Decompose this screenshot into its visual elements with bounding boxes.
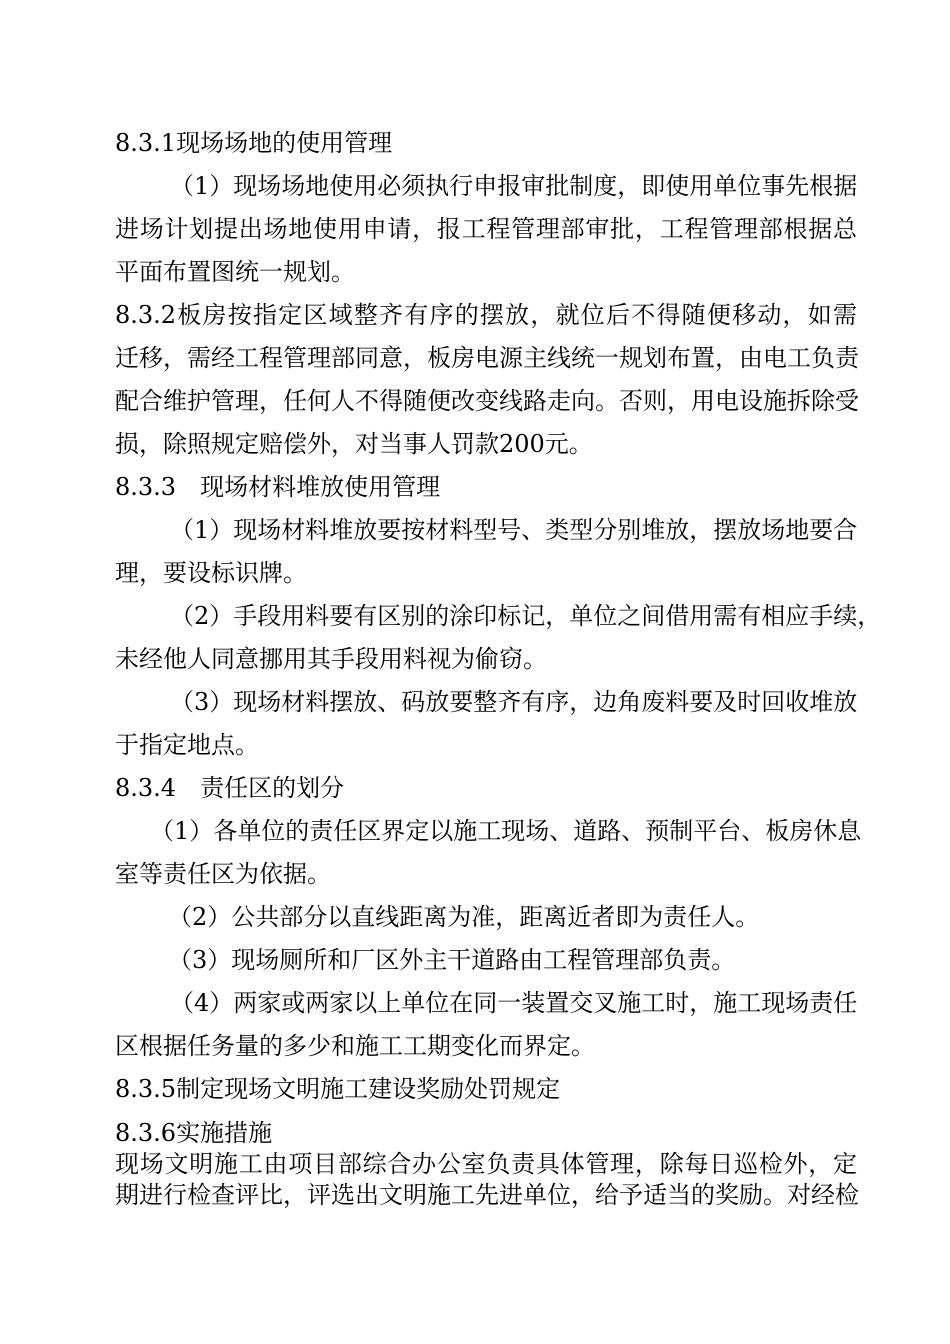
paragraph-line: （2）公共部分以直线距离为准，距离近者即为责任人。 bbox=[168, 903, 760, 931]
paragraph-line: （4）两家或两家以上单位在同一装置交叉施工时，施工现场责任 bbox=[170, 989, 858, 1017]
heading-8-3-4: 8.3.4 责任区的划分 bbox=[115, 774, 345, 802]
paragraph-line: 于指定地点。 bbox=[115, 731, 259, 759]
paragraph-line: 期进行检查评比，评选出文明施工先进单位，给予适当的奖励。对经检 bbox=[115, 1181, 859, 1209]
paragraph-line: 区根据任务量的多少和施工工期变化而界定。 bbox=[115, 1032, 595, 1060]
heading-8-3-1: 8.3.1现场场地的使用管理 bbox=[115, 129, 393, 157]
paragraph-line: （1）现场场地使用必须执行申报审批制度，即使用单位事先根据 bbox=[170, 172, 858, 200]
paragraph-line: 室等责任区为依据。 bbox=[115, 860, 331, 888]
paragraph-line: 现场文明施工由项目部综合办公室负责具体管理，除每日巡检外，定 bbox=[115, 1150, 857, 1178]
paragraph-line: 进场计划提出场地使用申请，报工程管理部审批，工程管理部根据总 bbox=[115, 215, 857, 243]
paragraph-line: 平面布置图统一规划。 bbox=[115, 258, 355, 286]
paragraph-line: 配合维护管理，任何人不得随便改变线路走向。否则，用电设施拆除受 bbox=[115, 387, 859, 415]
heading-8-3-5: 8.3.5制定现场文明施工建设奖励处罚规定 bbox=[115, 1075, 561, 1103]
paragraph-line: 迁移，需经工程管理部同意，板房电源主线统一规划布置，由电工负责 bbox=[115, 344, 859, 372]
paragraph-line: 理，要设标识牌。 bbox=[115, 559, 307, 587]
heading-8-3-3: 8.3.3 现场材料堆放使用管理 bbox=[115, 473, 441, 501]
paragraph-line: （1）各单位的责任区界定以施工现场、道路、预制平台、板房休息 bbox=[150, 817, 862, 845]
paragraph-line: 损，除照规定赔偿外，对当事人罚款200元。 bbox=[115, 430, 593, 458]
paragraph-line: （1）现场材料堆放要按材料型号、类型分别堆放，摆放场地要合 bbox=[170, 516, 858, 544]
paragraph-line: （3）现场材料摆放、码放要整齐有序，边角废料要及时回收堆放 bbox=[170, 688, 858, 716]
paragraph-line: （3）现场厕所和厂区外主干道路由工程管理部负责。 bbox=[168, 946, 736, 974]
paragraph-line: （2）手段用料要有区别的涂印标记，单位之间借用需有相应手续， bbox=[170, 602, 882, 630]
paragraph-line: 未经他人同意挪用其手段用料视为偷窃。 bbox=[115, 645, 547, 673]
heading-8-3-6: 8.3.6实施措施 bbox=[115, 1119, 273, 1147]
heading-8-3-2-line: 8.3.2板房按指定区域整齐有序的摆放，就位后不得随便移动，如需 bbox=[115, 301, 857, 329]
